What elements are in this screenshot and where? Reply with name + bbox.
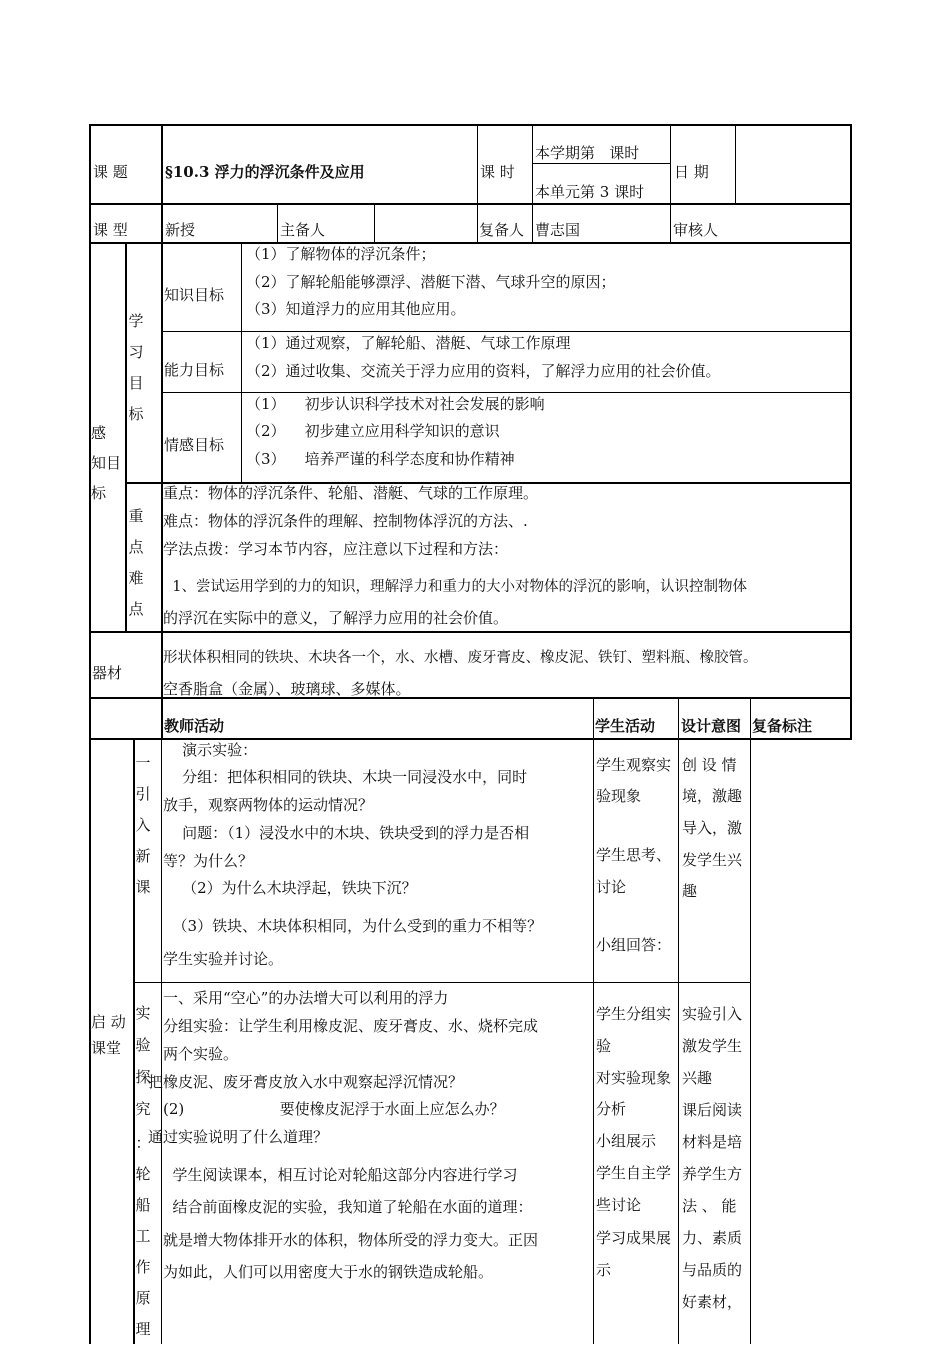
materials-line-2: 空香脂盒（金属）、玻璃球、多媒体。	[163, 680, 411, 698]
explore-teacher-line-6: 通过实验说明了什么道理？	[148, 1128, 329, 1146]
explore-design-line-4: 课后阅读	[682, 1101, 743, 1119]
ship-principle-label: ：轮船工作原理	[135, 1134, 151, 1338]
period-unit: 本单元第 3 课时	[535, 183, 645, 201]
explore-design-line-5: 材料是培	[682, 1133, 743, 1151]
key-point-line-5: 的浮沉在实际中的意义，了解浮力应用的社会价值。	[163, 609, 509, 627]
emotion-goal-3: （3） 培养严谨的科学态度和协作精神	[246, 450, 515, 468]
intro-teacher-line-8: 学生实验并讨论。	[163, 950, 284, 968]
intro-teacher-line-1: 演示实验：	[163, 741, 258, 759]
explore-section-label: 实验探究	[135, 1004, 151, 1118]
knowledge-goal-3: （3）知道浮力的应用其他应用。	[246, 300, 466, 318]
explore-design-line-8: 力、素质	[682, 1229, 743, 1247]
intro-design-line-1: 创 设 情	[682, 756, 737, 774]
explore-student-line-4: 分析	[596, 1100, 627, 1118]
ability-goals-label: 能力目标	[164, 361, 225, 379]
explore-student-line-8: 学习成果展	[596, 1229, 672, 1247]
explore-teacher-line-5: (2) 要使橡皮泥浮于水面上应怎么办？	[163, 1100, 505, 1118]
design-intent-header: 设计意图	[681, 717, 742, 735]
explore-student-line-1: 学生分组实	[596, 1005, 672, 1023]
explore-student-line-6: 学生自主学	[596, 1164, 672, 1182]
intro-teacher-line-6: （2）为什么木块浮起，铁块下沉？	[163, 879, 417, 897]
emotion-goal-1: （1） 初步认识科学技术对社会发展的影响	[246, 395, 545, 413]
perception-goals-label: 感 知目标	[91, 424, 122, 502]
period-semester: 本学期第 课时	[535, 144, 640, 162]
period-label: 课 时	[480, 163, 515, 181]
preparer-label: 主备人	[280, 221, 326, 239]
materials-line-1: 形状体积相同的铁块、木块各一个，水、水槽、废牙膏皮、橡皮泥、铁钉、塑料瓶、橡胶管。	[163, 650, 758, 666]
explore-teacher-line-10: 为如此，人们可以用密度大于水的钢铁造成轮船。	[163, 1263, 494, 1281]
intro-design-line-3: 导入，激	[682, 819, 743, 837]
explore-student-line-3: 对实验现象	[596, 1069, 672, 1087]
materials-label: 器材	[92, 664, 123, 682]
explore-design-line-6: 养学生方	[682, 1165, 743, 1183]
explore-student-line-2: 验	[596, 1037, 612, 1055]
explore-teacher-line-1: 一、采用“空心”的办法增大可以利用的浮力	[163, 989, 449, 1007]
intro-design-line-4: 发学生兴	[682, 851, 743, 869]
key-point-line-3: 学法点拨：学习本节内容，应注意以下过程和方法：	[163, 540, 509, 558]
explore-design-line-2: 激发学生	[682, 1037, 743, 1055]
explore-design-line-1: 实验引入	[682, 1005, 743, 1023]
explore-teacher-line-9: 就是增大物体排开水的体积，物体所受的浮力变大。正因	[163, 1231, 539, 1249]
topic-label: 课 题	[93, 163, 128, 181]
explore-student-line-9: 示	[596, 1261, 612, 1279]
explore-teacher-line-8: 结合前面橡皮泥的实验，我知道了轮船在水面的道理：	[163, 1198, 533, 1216]
emotion-goal-2: （2） 初步建立应用科学知识的意识	[246, 422, 500, 440]
re-preparer-value: 曹志国	[535, 221, 581, 239]
intro-teacher-line-4: 问题：（1）浸没水中的木块、铁块受到的浮力是否相	[163, 824, 530, 842]
intro-student-line-1: 学生观察实	[596, 756, 672, 774]
ability-goal-2: （2）通过收集、交流关于浮力应用的资料，了解浮力应用的社会价值。	[246, 362, 721, 380]
intro-design-line-5: 趣	[682, 882, 698, 900]
reviewer-label: 审核人	[673, 221, 719, 239]
re-preparer-label: 复备人	[479, 221, 525, 239]
intro-teacher-line-3: 放手，观察两物体的运动情况？	[163, 796, 374, 814]
explore-student-line-7: 些讨论	[596, 1196, 642, 1214]
explore-design-line-3: 兴趣	[682, 1069, 713, 1087]
type-label: 课 型	[93, 221, 128, 239]
key-point-line-2: 难点：物体的浮沉条件的理解、控制物体浮沉的方法、.	[163, 512, 528, 530]
date-label: 日 期	[674, 163, 709, 181]
intro-student-line-3: 学生思考、	[596, 846, 672, 864]
key-point-line-4: 1、尝试运用学到的力的知识，理解浮力和重力的大小对物体的浮沉的影响，认识控制物体	[163, 579, 747, 595]
knowledge-goal-1: （1）了解物体的浮沉条件；	[246, 245, 436, 263]
intro-section-label: 一引入新课	[135, 754, 151, 896]
explore-design-line-10: 好素材，	[682, 1293, 743, 1311]
explore-teacher-line-2: 分组实验：让学生利用橡皮泥、废牙膏皮、水、烧杯完成	[163, 1017, 539, 1035]
intro-teacher-line-7: （3）铁块、木块体积相同，为什么受到的重力不相等？	[163, 917, 543, 935]
intro-design-line-2: 境，激趣	[682, 787, 743, 805]
intro-student-line-5: 小组回答：	[596, 936, 672, 954]
intro-teacher-line-2: 分组：把体积相同的铁块、木块一同浸没水中，同时	[163, 768, 528, 786]
key-point-line-1: 重点：物体的浮沉条件、轮船、潜艇、气球的工作原理。	[163, 484, 539, 502]
review-notes-header: 复备标注	[752, 717, 813, 735]
explore-teacher-line-7: 学生阅读课本，相互讨论对轮船这部分内容进行学习	[163, 1166, 518, 1184]
knowledge-goals-label: 知识目标	[164, 286, 225, 304]
type-value: 新授	[165, 221, 196, 239]
start-class-label: 启 动课堂	[91, 1013, 126, 1057]
study-goals-label: 学习目标	[128, 312, 144, 423]
explore-design-line-7: 法 、 能	[682, 1197, 737, 1215]
explore-teacher-line-3: 两个实验。	[163, 1045, 239, 1063]
ability-goal-1: （1）通过观察，了解轮船、潜艇、气球工作原理	[246, 334, 571, 352]
explore-design-line-9: 与品质的	[682, 1261, 743, 1279]
emotion-goals-label: 情感目标	[164, 436, 225, 454]
explore-teacher-line-4: 把橡皮泥、废牙膏皮放入水中观察起浮沉情况？	[148, 1073, 464, 1091]
knowledge-goal-2: （2）了解轮船能够漂浮、潜艇下潜、气球升空的原因；	[246, 273, 616, 291]
student-activity-header: 学生活动	[595, 717, 656, 735]
intro-teacher-line-5: 等？为什么？	[163, 852, 254, 870]
topic-value: §10.3 浮力的浮沉条件及应用	[165, 163, 365, 181]
explore-student-line-5: 小组展示	[596, 1132, 657, 1150]
intro-student-line-4: 讨论	[596, 878, 627, 896]
key-points-label: 重点难点	[128, 507, 144, 618]
teacher-activity-header: 教师活动	[164, 717, 225, 735]
intro-student-line-2: 验现象	[596, 787, 642, 805]
